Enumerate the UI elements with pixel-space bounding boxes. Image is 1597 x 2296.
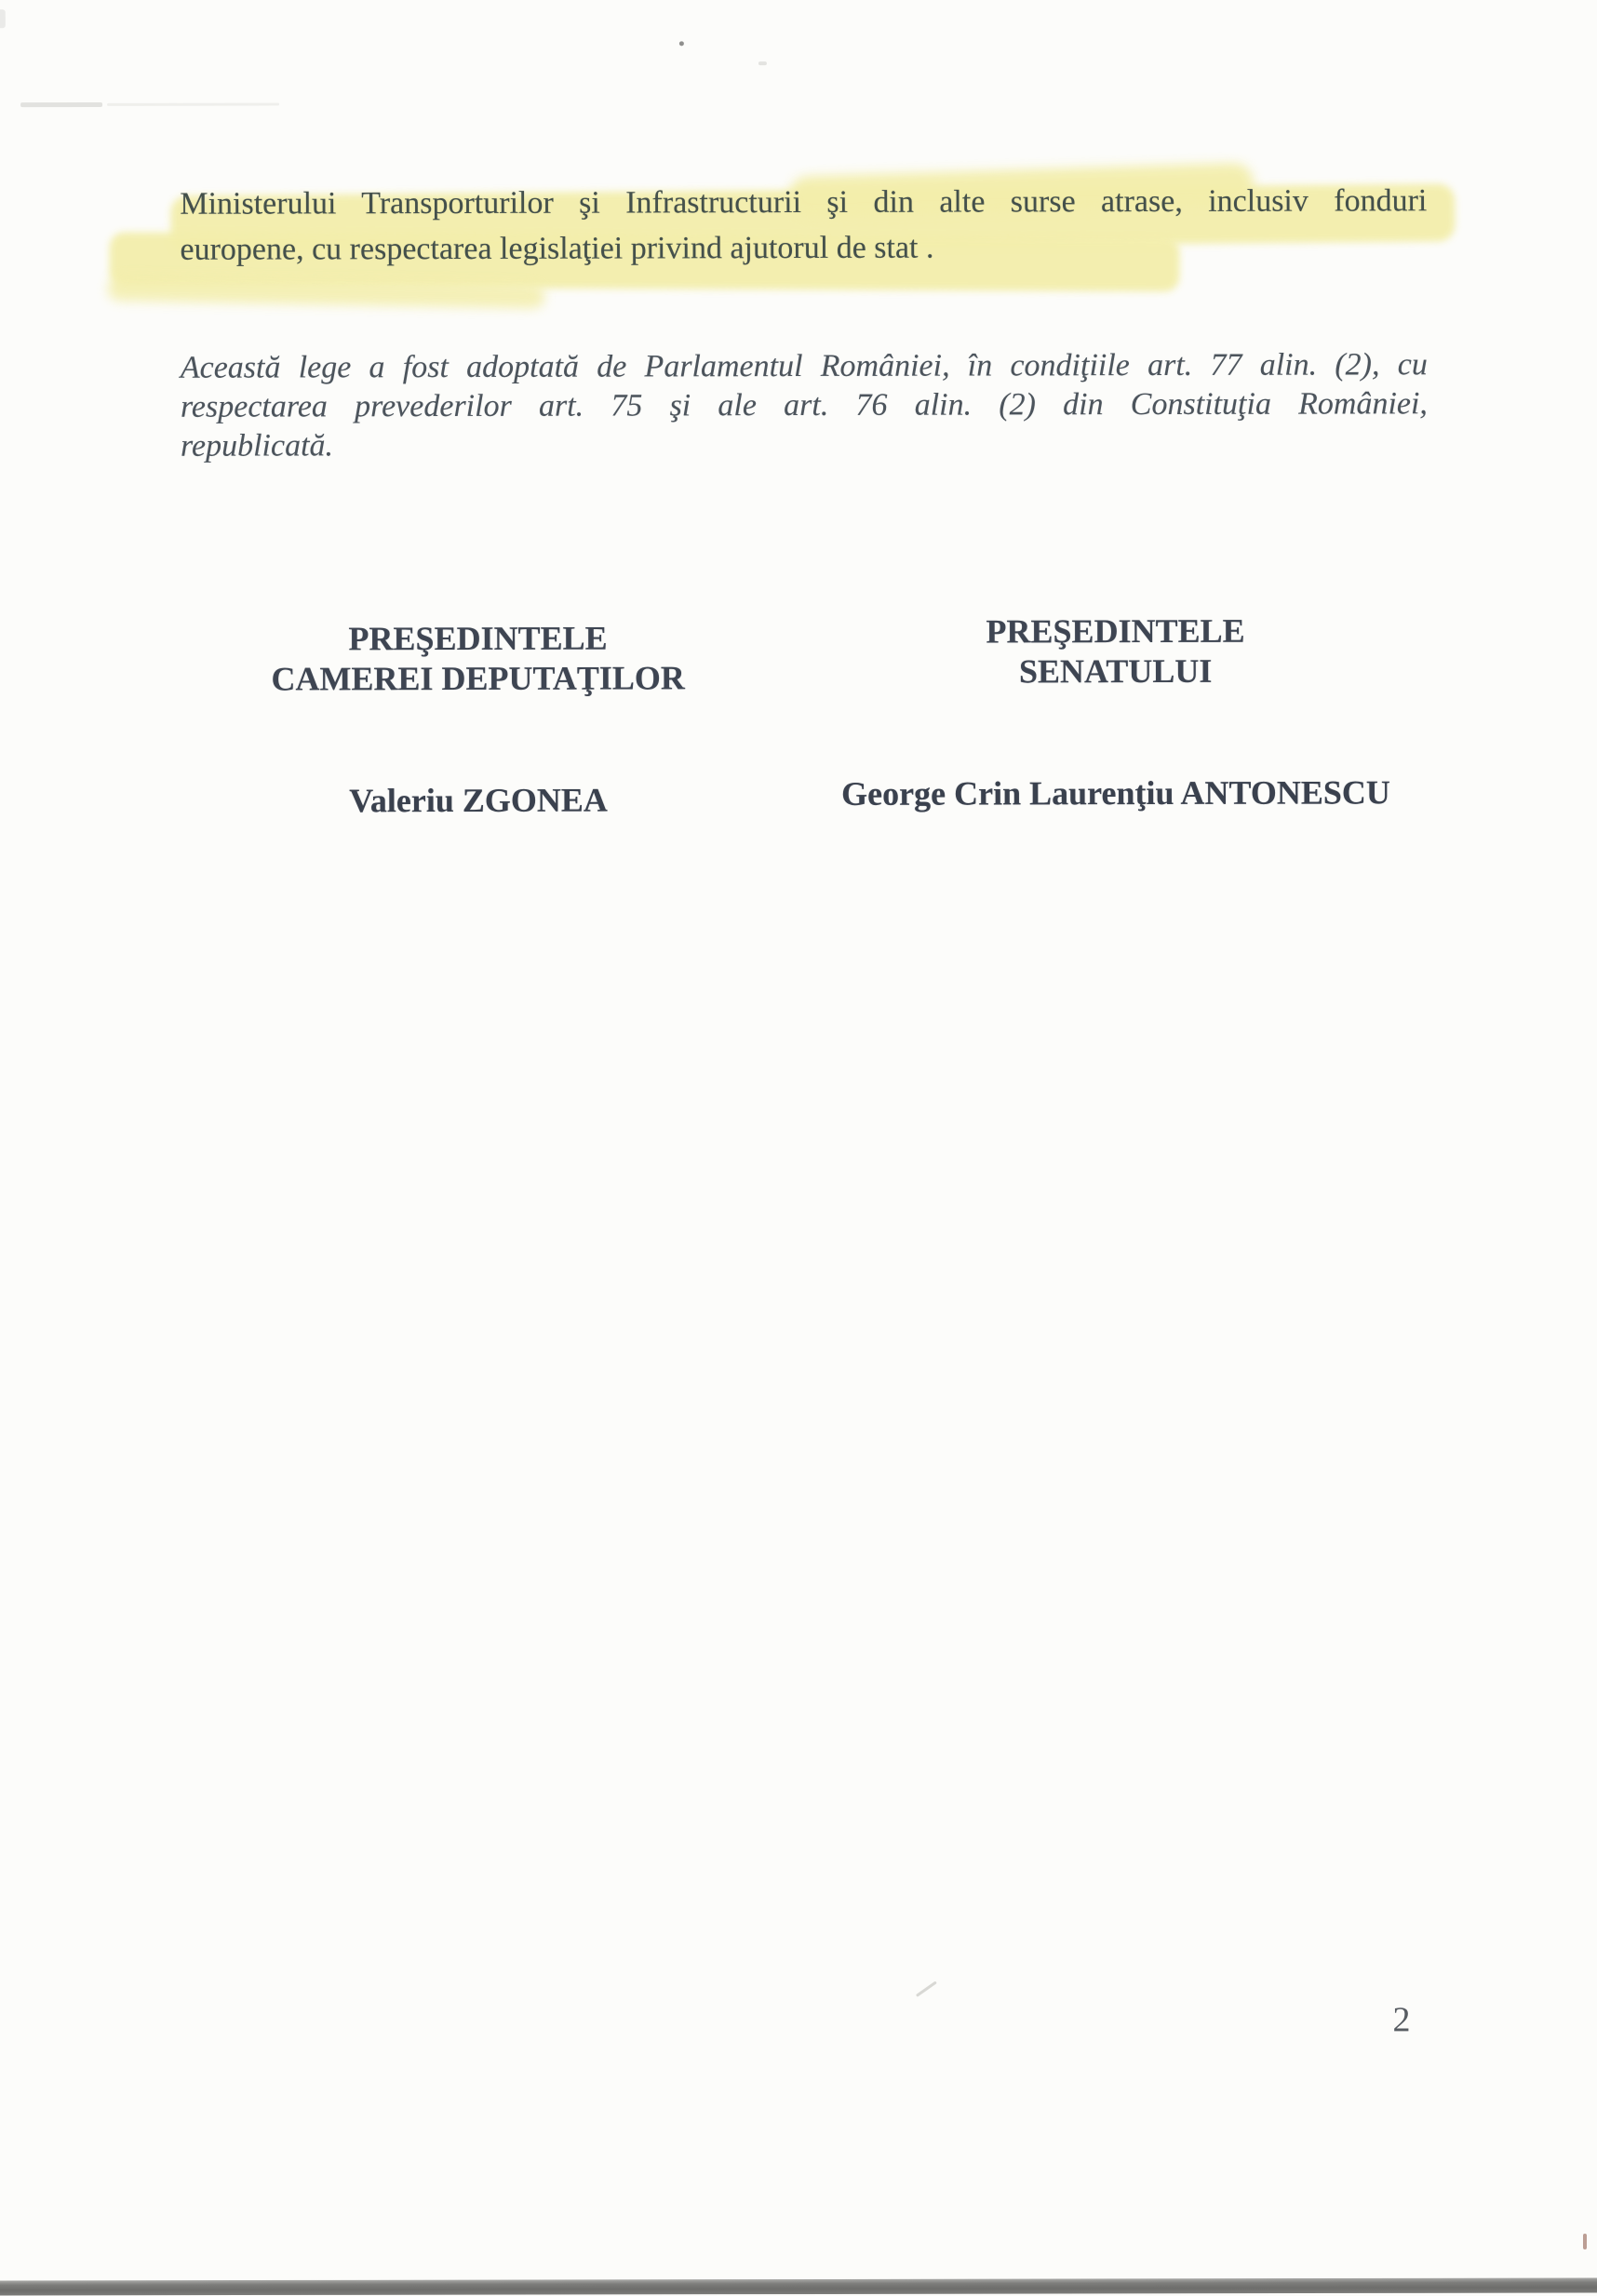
text-line: Ministerului Transporturilor şi Infrastructurii şi din alte surse atrase, inclusiv fonduri <box>180 183 1428 222</box>
signature-title-line: PREŞEDINTELE <box>348 619 608 658</box>
scan-artifact-smudge <box>758 61 767 65</box>
signature-title-line: PREŞEDINTELE <box>986 611 1245 651</box>
signature-title-chamber <box>199 618 758 700</box>
scan-artifact-dot <box>679 41 684 46</box>
text-line: republicată. <box>180 428 334 463</box>
page-number: 2 <box>1392 2000 1411 2040</box>
scan-artifact-slash <box>916 1980 937 1996</box>
text-line: Această lege a fost adoptată de Parlamentul României, în condiţiile art. 77 alin. (2), cu <box>180 347 1428 385</box>
scan-artifact-corner <box>0 9 6 28</box>
scan-artifact-dash-faint <box>107 102 279 105</box>
signature-title-senate <box>836 611 1394 692</box>
signature-name-chamber: Valeriu ZGONEA <box>349 781 608 820</box>
text-line: europene, cu respectarea legislaţiei privind ajutorul de stat . <box>180 230 934 267</box>
signature-title-line: CAMEREI DEPUTAŢILOR <box>271 659 685 698</box>
paragraph-funding <box>180 178 1427 273</box>
scan-artifact-red-tick <box>1583 2234 1587 2249</box>
signature-name-senate: George Crin Laurenţiu ANTONESCU <box>841 773 1390 812</box>
scan-artifact-dash <box>20 102 102 107</box>
signature-title-line: SENATULUI <box>1018 651 1213 691</box>
text-line: respectarea prevederilor art. 75 şi ale art. 76 alin. (2) din Constituţia României, <box>180 386 1428 424</box>
paragraph-adoption <box>181 345 1428 466</box>
